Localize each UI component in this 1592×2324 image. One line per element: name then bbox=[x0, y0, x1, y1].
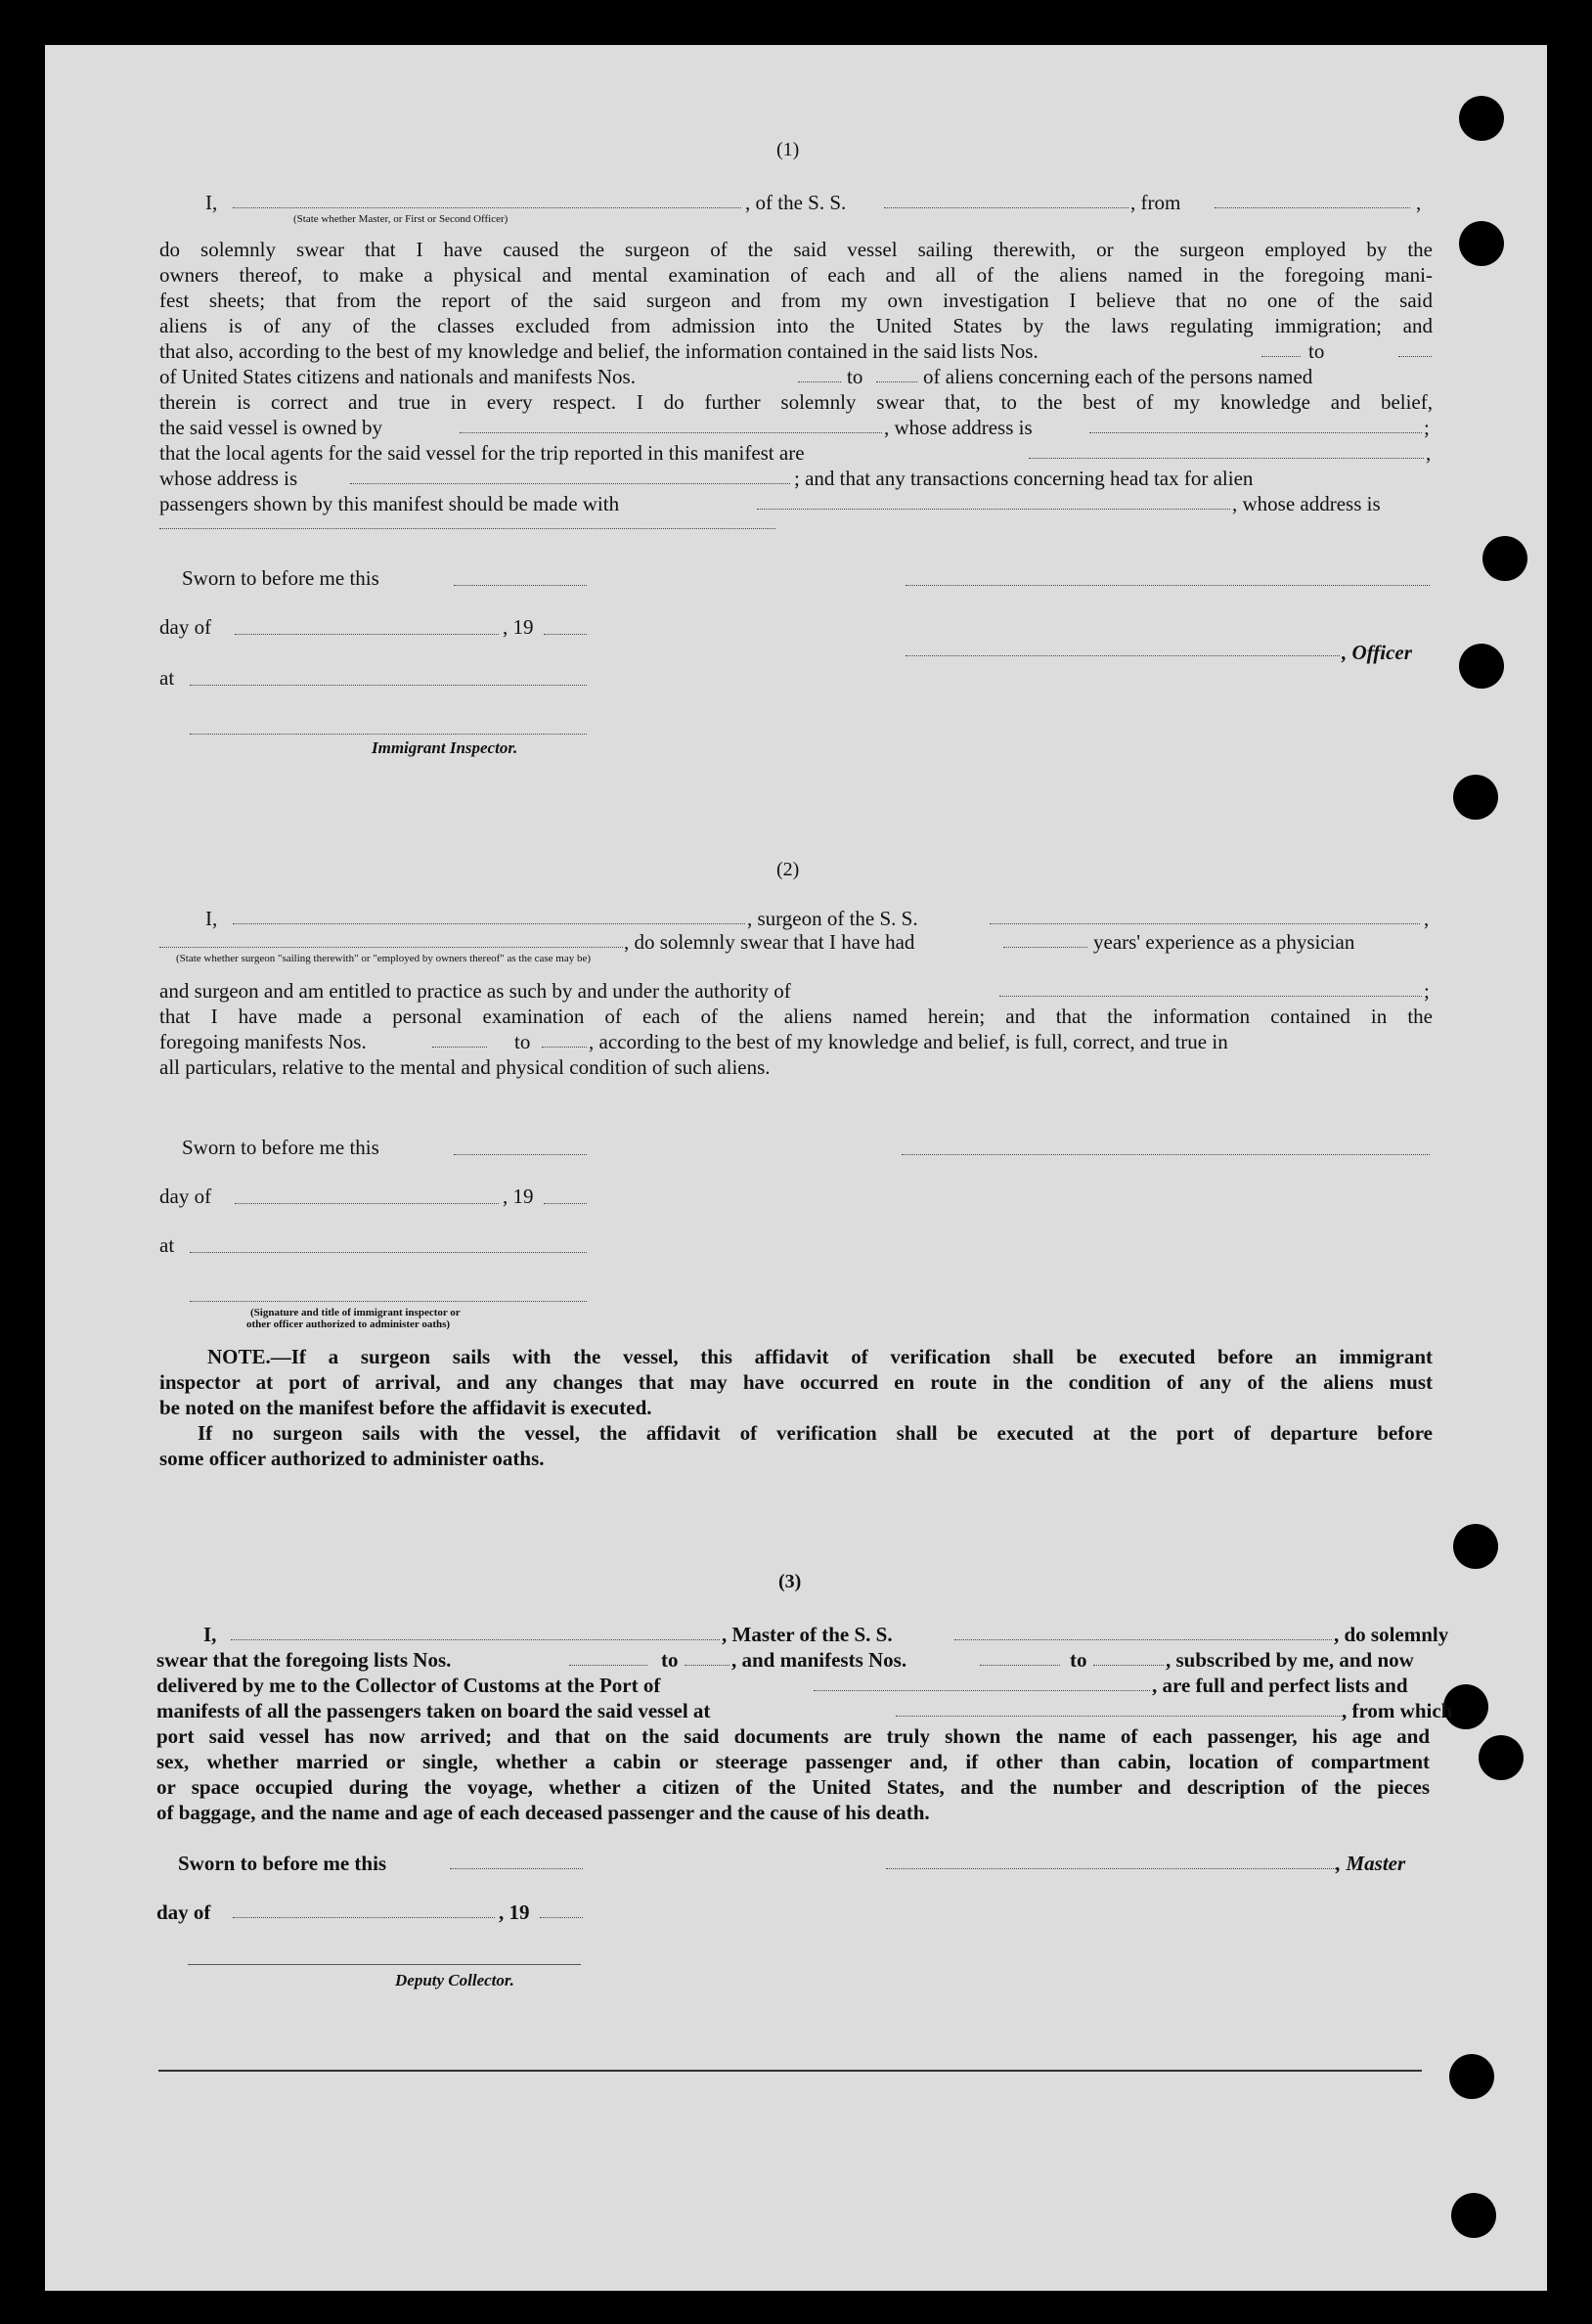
s1-para-line: do solemnly swear that I have caused the surgeon of the said vessel sailing therewith, or the surgeon employed by the bbox=[159, 238, 1433, 261]
s1-lists-to-field[interactable] bbox=[1398, 356, 1432, 357]
binder-hole bbox=[1451, 2193, 1496, 2238]
s1-agents-address-label: whose address is bbox=[159, 467, 298, 490]
s2-signature-hint-2: other officer authorized to administer oaths) bbox=[246, 1318, 451, 1330]
s2-foregoing: foregoing manifests Nos. bbox=[159, 1030, 367, 1053]
s2-line1-comma: , bbox=[1424, 907, 1430, 930]
s1-day-field[interactable] bbox=[235, 634, 499, 635]
s3-para-line: or space occupied during the voyage, whether a citizen of the United States, and the number and description of the pieces bbox=[156, 1775, 1430, 1799]
s1-line10-comma: , bbox=[1426, 441, 1432, 465]
s2-surgeon-of: , surgeon of the S. S. bbox=[747, 907, 918, 930]
s3-master-name-field[interactable] bbox=[231, 1639, 720, 1640]
bottom-rule bbox=[158, 2070, 1422, 2072]
s1-manifest-to-field[interactable] bbox=[876, 381, 917, 382]
s2-solemnly: , do solemnly swear that I have had bbox=[624, 930, 915, 954]
s3-line1-i: I, bbox=[203, 1623, 217, 1646]
s1-address-label: , whose address is bbox=[1232, 492, 1381, 515]
s2-ship-field[interactable] bbox=[990, 923, 1420, 924]
s1-line1-i: I, bbox=[205, 191, 218, 214]
s1-head-tax: ; and that any transactions concerning head tax for alien bbox=[794, 467, 1254, 490]
s1-officer-field[interactable] bbox=[233, 207, 741, 208]
s1-at-field[interactable] bbox=[190, 685, 587, 686]
s3-lists-to-field[interactable] bbox=[685, 1665, 730, 1666]
s1-agents: that the local agents for the said vessel for the trip reported in this manifest are bbox=[159, 441, 805, 465]
s2-signature-hint-1: (Signature and title of immigrant inspector or bbox=[250, 1307, 461, 1318]
s1-line6-to: to bbox=[1308, 339, 1325, 363]
s3-line8: of baggage, and the name and age of each deceased passenger and the cause of his death. bbox=[156, 1801, 930, 1824]
s1-lists-from-field[interactable] bbox=[1261, 356, 1301, 357]
s1-sworn: Sworn to before me this bbox=[182, 566, 379, 590]
s3-boarded-at-field[interactable] bbox=[896, 1716, 1342, 1717]
s1-ship-field[interactable] bbox=[884, 207, 1128, 208]
s2-authority-field[interactable] bbox=[999, 996, 1422, 997]
s3-master-of: , Master of the S. S. bbox=[722, 1623, 893, 1646]
binder-hole bbox=[1459, 96, 1504, 141]
s3-collector-signature-line[interactable] bbox=[188, 1964, 581, 1965]
s2-surgeon-type-field[interactable] bbox=[159, 947, 623, 948]
s3-delivered: delivered by me to the Collector of Customs at the Port of bbox=[156, 1674, 661, 1697]
binder-hole bbox=[1479, 1735, 1524, 1780]
s2-signature-line[interactable] bbox=[190, 1301, 587, 1302]
s3-day-field[interactable] bbox=[233, 1917, 495, 1918]
s1-officer-title-line[interactable] bbox=[906, 655, 1340, 656]
s1-head-tax-address-field[interactable] bbox=[159, 528, 775, 529]
s2-years-field[interactable] bbox=[1003, 947, 1087, 948]
s2-manifest-to-field[interactable] bbox=[542, 1047, 587, 1048]
section-1-number: (1) bbox=[776, 139, 800, 160]
s1-owner-address-label: , whose address is bbox=[884, 416, 1033, 439]
s2-note-line: NOTE.—If a surgeon sails with the vessel, this affidavit of verification shall be executed before an immigrant bbox=[207, 1345, 1433, 1368]
s3-full-perfect: , are full and perfect lists and bbox=[1152, 1674, 1408, 1697]
s2-surgeon-hint: (State whether surgeon "sailing therewith" or "employed by owners thereof" as the case may be) bbox=[176, 953, 592, 964]
s1-line9-semicolon: ; bbox=[1424, 416, 1430, 439]
s1-head-tax-field[interactable] bbox=[757, 509, 1230, 510]
s1-line1-comma: , bbox=[1416, 191, 1422, 214]
section-2-number: (2) bbox=[776, 859, 800, 880]
s1-line7: of United States citizens and nationals and manifests Nos. bbox=[159, 365, 636, 388]
s3-sworn: Sworn to before me this bbox=[178, 1852, 387, 1875]
s2-line5-end: , according to the best of my knowledge and belief, is full, correct, and true in bbox=[589, 1030, 1228, 1053]
s1-para-line: owners thereof, to make a physical and mental examination of each and all of the aliens named in the foregoing mani- bbox=[159, 263, 1433, 287]
s1-day-of: day of bbox=[159, 615, 212, 639]
s3-subscribed: , subscribed by me, and now bbox=[1166, 1648, 1414, 1672]
s1-officer-signature-line[interactable] bbox=[906, 585, 1430, 586]
document-page bbox=[45, 45, 1547, 2291]
s3-master-label: , Master bbox=[1336, 1852, 1406, 1875]
s2-line5-to: to bbox=[514, 1030, 531, 1053]
s2-day-of: day of bbox=[159, 1184, 212, 1208]
s2-surgeon-signature-line[interactable] bbox=[902, 1154, 1430, 1155]
s1-line8: therein is correct and true in every respect. I do further solemnly swear that, to the best of my knowledge and belief, bbox=[159, 390, 1433, 414]
s2-years-exp: years' experience as a physician bbox=[1093, 930, 1355, 954]
s3-manifests-all: manifests of all the passengers taken on board the said vessel at bbox=[156, 1699, 711, 1722]
s2-manifest-from-field[interactable] bbox=[432, 1047, 487, 1048]
s1-line1-ss: , of the S. S. bbox=[745, 191, 847, 214]
s3-manifests: , and manifests Nos. bbox=[731, 1648, 907, 1672]
s1-owner-address-field[interactable] bbox=[1089, 432, 1422, 433]
s3-manifest-to-field[interactable] bbox=[1093, 1665, 1164, 1666]
section-3-number: (3) bbox=[778, 1571, 802, 1592]
s2-at-field[interactable] bbox=[190, 1252, 587, 1253]
s1-inspector-label: Immigrant Inspector. bbox=[372, 738, 518, 757]
s1-agents-address-field[interactable] bbox=[350, 483, 790, 484]
s2-day-field[interactable] bbox=[235, 1203, 499, 1204]
s2-line3-semicolon: ; bbox=[1424, 979, 1430, 1003]
s1-line1-from: , from bbox=[1130, 191, 1181, 214]
s3-sworn-field[interactable] bbox=[450, 1868, 583, 1869]
s3-collector-label: Deputy Collector. bbox=[395, 1971, 514, 1989]
s1-year-field[interactable] bbox=[544, 634, 587, 635]
s2-line6: all particulars, relative to the mental and physical condition of such aliens. bbox=[159, 1055, 771, 1079]
s3-from-which: , from which bbox=[1342, 1699, 1453, 1722]
s2-year-field[interactable] bbox=[544, 1203, 587, 1204]
s2-surgeon-name-field[interactable] bbox=[233, 923, 745, 924]
s3-para-line: port said vessel has now arrived; and that on the said documents are truly shown the name of each passenger, his age and bbox=[156, 1724, 1430, 1748]
s2-at: at bbox=[159, 1233, 175, 1257]
s1-para-line: aliens is of any of the classes excluded from admission into the United States by the laws regulating immigration; and bbox=[159, 314, 1433, 337]
s1-owner-field[interactable] bbox=[460, 432, 882, 433]
s2-note2-line: some officer authorized to administer oaths. bbox=[159, 1447, 545, 1470]
binder-hole bbox=[1453, 775, 1498, 820]
binder-hole bbox=[1482, 536, 1527, 581]
s2-note2-line: If no surgeon sails with the vessel, the affidavit of verification shall be executed at the port of departure before bbox=[198, 1421, 1433, 1445]
s2-note-line: inspector at port of arrival, and any changes that may have occurred en route in the condition of any of the aliens must bbox=[159, 1370, 1433, 1394]
binder-hole bbox=[1459, 221, 1504, 266]
s2-authority: and surgeon and am entitled to practice as such by and under the authority of bbox=[159, 979, 791, 1003]
s1-line6: that also, according to the best of my knowledge and belief, the information contained in the said lists Nos. bbox=[159, 339, 1039, 363]
s1-sworn-field[interactable] bbox=[454, 585, 587, 586]
s1-line7-to: to bbox=[847, 365, 863, 388]
s2-note-line: be noted on the manifest before the affidavit is executed. bbox=[159, 1396, 652, 1419]
s3-lists-from-field[interactable] bbox=[569, 1665, 647, 1666]
s3-ship-field[interactable] bbox=[954, 1639, 1332, 1640]
s1-manifest-from-field[interactable] bbox=[798, 381, 841, 382]
s1-line7-end: of aliens concerning each of the persons named bbox=[923, 365, 1313, 388]
s1-passengers: passengers shown by this manifest should be made with bbox=[159, 492, 620, 515]
s1-officer-label: , Officer bbox=[1342, 641, 1412, 664]
s3-line2-to: to bbox=[661, 1648, 679, 1672]
s1-inspector-signature-line[interactable] bbox=[190, 734, 587, 735]
s3-do-solemnly: , do solemnly bbox=[1334, 1623, 1449, 1646]
s2-sworn-field[interactable] bbox=[454, 1154, 587, 1155]
s3-para-line: sex, whether married or single, whether a cabin or steerage passenger and, if other than cabin, location of compartment bbox=[156, 1750, 1430, 1773]
s1-at: at bbox=[159, 666, 175, 690]
s2-line4: that I have made a personal examination of each of the aliens named herein; and that the information contained in the bbox=[159, 1005, 1433, 1028]
binder-hole bbox=[1453, 1524, 1498, 1569]
s3-port-field[interactable] bbox=[814, 1690, 1150, 1691]
binder-hole bbox=[1459, 644, 1504, 689]
s1-year: , 19 bbox=[503, 615, 534, 639]
s2-line1-i: I, bbox=[205, 907, 218, 930]
s1-agents-field[interactable] bbox=[1029, 458, 1424, 459]
s3-line2-to2: to bbox=[1070, 1648, 1087, 1672]
s1-officer-hint: (State whether Master, or First or Second Officer) bbox=[293, 213, 509, 225]
s3-swear: swear that the foregoing lists Nos. bbox=[156, 1648, 452, 1672]
s3-master-signature-line[interactable] bbox=[886, 1868, 1336, 1869]
s3-manifest-from-field[interactable] bbox=[980, 1665, 1060, 1666]
s3-year: , 19 bbox=[499, 1900, 530, 1924]
s1-from-field[interactable] bbox=[1215, 207, 1410, 208]
s2-year: , 19 bbox=[503, 1184, 534, 1208]
s1-owned-by: the said vessel is owned by bbox=[159, 416, 383, 439]
s3-day-of: day of bbox=[156, 1900, 211, 1924]
s2-sworn: Sworn to before me this bbox=[182, 1136, 379, 1159]
binder-hole bbox=[1449, 2054, 1494, 2099]
s1-para-line: fest sheets; that from the report of the said surgeon and from my own investigation I believe that no one of the said bbox=[159, 289, 1433, 312]
s3-year-field[interactable] bbox=[540, 1917, 583, 1918]
